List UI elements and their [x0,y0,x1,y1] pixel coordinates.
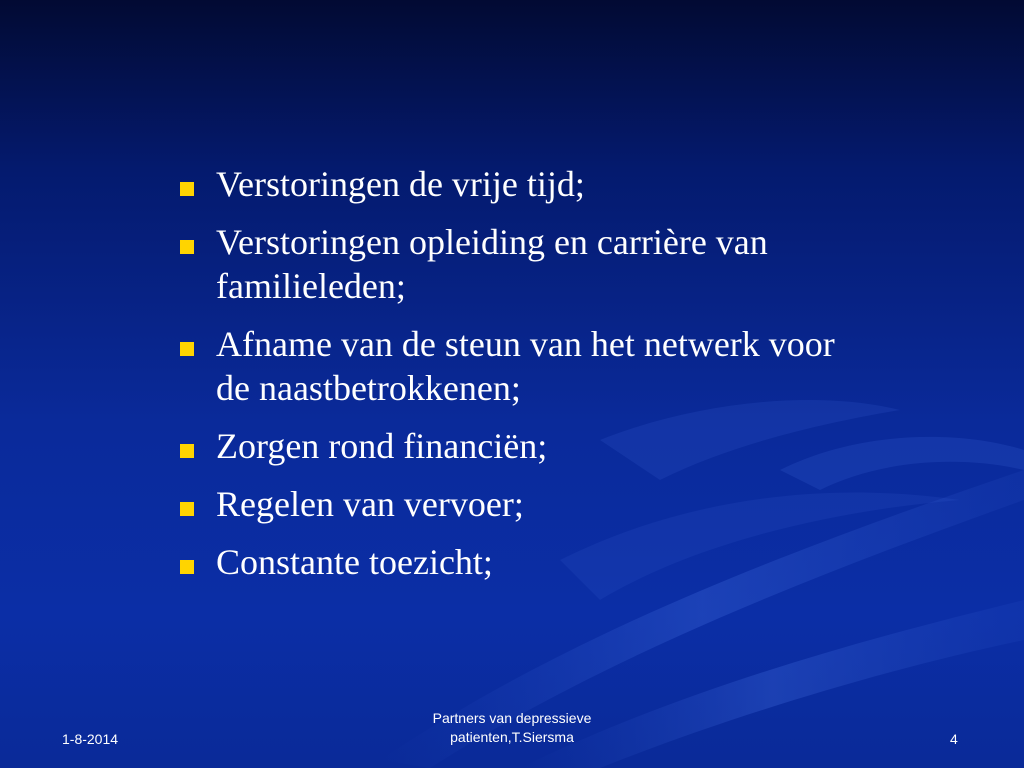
bullet-item [176,540,836,584]
bullet-item [176,482,836,526]
bullet-item [176,162,836,206]
bullet-item [176,220,836,308]
square-bullet-icon [180,342,194,356]
square-bullet-icon [180,560,194,574]
bullet-text: Verstoringen opleiding en carrière van familieleden; [216,222,768,306]
bullet-text: Constante toezicht; [216,542,493,582]
bullet-text: Afname van de steun van het netwerk voor de naastbetrokkenen; [216,324,835,408]
bullet-text: Verstoringen de vrije tijd; [216,164,585,204]
bullet-text: Regelen van vervoer; [216,484,524,524]
footer-page-number: 4 [950,731,958,747]
square-bullet-icon [180,240,194,254]
bullet-list [176,162,836,598]
square-bullet-icon [180,444,194,458]
bullet-item [176,322,836,410]
bullet-text: Zorgen rond financiën; [216,426,548,466]
square-bullet-icon [180,182,194,196]
bullet-item [176,424,836,468]
square-bullet-icon [180,502,194,516]
footer-title: Partners van depressieve patienten,T.Siersma [432,710,592,745]
footer-date: 1-8-2014 [62,731,119,747]
